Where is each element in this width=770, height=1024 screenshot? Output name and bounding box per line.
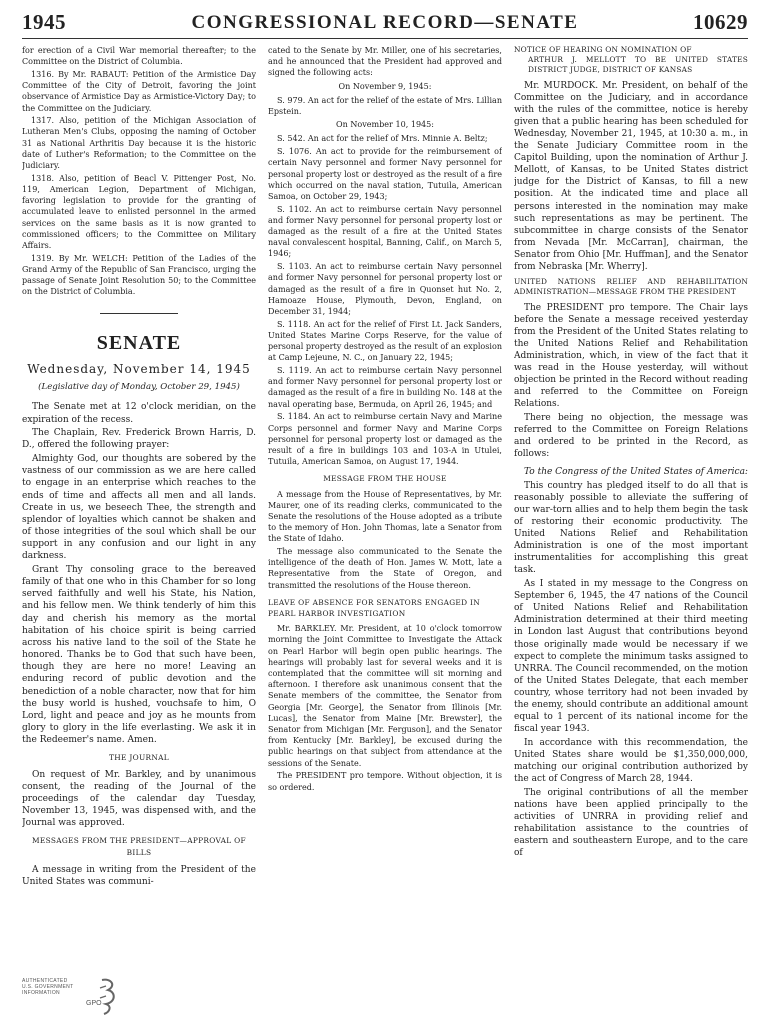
intro-paragraph: cated to the Senate by Mr. Miller, one of his secretaries, and he announced that the President had approved and signed the following acts:	[268, 46, 502, 78]
column-1	[22, 45, 256, 1005]
section-divider	[100, 313, 178, 314]
eagle-seal-icon	[98, 976, 120, 1016]
act-entry: S. 1119. An act to reimburse certain Navy personnel and former Navy personnel for personal property lost or damaged as the result of a fire in building No. 148 at the naval operating base, Bermuda, on April 26, 1945; and	[268, 365, 502, 409]
senate-heading: SENATE	[96, 332, 182, 355]
petition-paragraph: 1317. Also, petition of the Michigan Association of Lutheran Men's Clubs, opposing the naming of October 31 as National Arthritis Day because it is the historic date of Luther's Reformation; to the Committee on the Judiciary.	[22, 116, 256, 171]
house-paragraph: The message also communicated to the Senate the intelligence of the death of Hon. James W. Mott, late a Representative from the State of Oregon, and transmitted the resolutions of the House thereon.	[268, 547, 502, 590]
message-salutation: To the Congress of the United States of America:	[524, 467, 748, 478]
chair-paragraph: The PRESIDENT pro tempore. The Chair lays before the Senate a message received yesterday from the President of the United States relating to the United Nations Relief and Rehabilitation Administration, which, in view of the fact that it was read in the House yesterday, will without objection be printed in the Record without reading and referred to the Committee on Foreign Relations.	[514, 302, 748, 410]
message-paragraph: This country has pledged itself to do all that is reasonably possible to alleviate the suffering of our war-torn allies and to help them begin the task of restoring their economic productivity. The United Nations Relief and Rehabilitation Administration is one of the most important instrumentalities for accomplishing this great task.	[514, 480, 748, 576]
leave-heading: LEAVE OF ABSENCE FOR SENATORS ENGAGED IN PEARL HARBOR INVESTIGATION	[268, 597, 480, 619]
stamp-line: U.S. GOVERNMENT	[22, 984, 74, 991]
leave-paragraph: The PRESIDENT pro tempore. Without objection, it is so ordered.	[268, 771, 502, 792]
message-paragraph: In accordance with this recommendation, the United States share would be $1,350,000,000, matching our original contribution authorized by the act of Congress of March 28, 1944.	[514, 737, 748, 785]
year-label: 1945	[22, 10, 66, 34]
act-entry: S. 1076. An act to provide for the reimbursement of certain Navy personnel and former Navy personnel for personal property lost or destroyed as the result of a fire which occurred on the naval station, Tutuila, American Samoa, on October 29, 1943;	[268, 147, 502, 201]
column-3	[514, 45, 748, 1005]
stamp-line: AUTHENTICATED	[22, 978, 68, 984]
act-entry: S. 1102. An act to reimburse certain Navy personnel and former Navy personnel for personal property lost or damaged as the result of a fire at the United States naval convalescent hospital, Banning, Calif., on March 5, 1946;	[268, 204, 502, 259]
act-entry: S. 542. An act for the relief of Mrs. Minnie A. Beltz;	[277, 134, 488, 144]
petition-paragraph: 1318. Also, petition of Beacl V. Pittenger Post, No. 119, American Legion, Department of Michigan, favoring legislation to provide for the granting of accumulated leave to enlisted personnel in the armed services on the same basis as it is now granted to commissioned officers; to the Committee on Military Affairs.	[22, 173, 256, 250]
stamp-line: INFORMATION	[22, 990, 60, 997]
leave-paragraph: Mr. BARKLEY. Mr. President, at 10 o'clock tomorrow morning the Joint Committee to Investigate the Attack on Pearl Harbor will begin open public hearings. The hearings will probably last for several weeks and it is contemplated that the committee will sit morning and afternoon. I therefore ask unanimous consent that the Senate members of the committee, the Senator from Georgia [Mr. George], the Senator from Illinois [Mr. Lucas], the Senator from Maine [Mr. Brewster], the Senator from Michigan [Mr. Ferguson], and the Senator from Kentucky [Mr. Barkley], be excused during the public hearings on that subject from attendance at the sessions of the Senate.	[268, 624, 502, 768]
column-2	[268, 45, 502, 1005]
notice-heading: NOTICE OF HEARING ON NOMINATION OF	[514, 45, 692, 54]
messages-paragraph: A message in writing from the President of the United States was communi-	[22, 864, 256, 887]
approval-date: On November 10, 1945:	[335, 120, 435, 130]
unrra-heading: UNITED NATIONS RELIEF AND REHABILITATION ADMINISTRATION—MESSAGE FROM THE PRESIDENT	[514, 277, 748, 297]
act-entry: S. 1103. An act to reimburse certain Navy personnel and former Navy personnel for personal property lost or damaged as the result of a fire in Quonset hut No. 2, Hamoaze House, Plymouth, Devon, England, on December 31, 1944;	[268, 262, 502, 316]
gpo-authentication-stamp	[22, 974, 122, 1016]
messages-heading: MESSAGES FROM THE PRESIDENT—APPROVAL OF BILLS	[32, 836, 246, 858]
approval-date: On November 9, 1945:	[338, 81, 432, 91]
journal-paragraph: On request of Mr. Barkley, and by unanimous consent, the reading of the Journal of the proceedings of the calendar day Tuesday, November 13, 1945, was dispensed with, and the Journal was approved.	[22, 769, 256, 829]
petition-paragraph: 1319. By Mr. WELCH: Petition of the Ladies of the Grand Army of the Republic of San Francisco, urging the passage of Senate Joint Resolution 50; to the Committee on the District of Columbia.	[22, 253, 256, 297]
body-paragraph: The Chaplain, Rev. Frederick Brown Harris, D. D., offered the following prayer:	[22, 428, 256, 451]
act-entry: S. 1184. An act to reimburse certain Navy and Marine Corps personnel and former Navy and Marine Corps personnel for personal property lost or damaged as the result of a fire in buildings 103 and 103-A in Utulei, Tutuila, American Samoa, on August 17, 1944.	[268, 412, 502, 467]
legislative-day: (Legislative day of Monday, October 29, 1945)	[38, 382, 240, 393]
page-header	[22, 8, 748, 39]
house-paragraph: A message from the House of Representatives, by Mr. Maurer, one of its reading clerks, communicated to the Senate the resolutions of the House adopted as a tribute to the memory of Hon. John Thomas, late a Senator from the State of Idaho.	[268, 489, 502, 544]
house-message-heading: MESSAGE FROM THE HOUSE	[323, 474, 447, 484]
murdock-paragraph: Mr. MURDOCK. Mr. President, on behalf of the Committee on the Judiciary, and in accordance with the rules of the committee, notice is hereby given that a public hearing has been scheduled for Wednesday, November 21, 1945, at 10:30 a. m., in the Senate Judiciary Committee room in the Capitol Building, upon the nomination of Arthur J. Mellott, of Kansas, to be United States district judge for the District of Kansas, to fill a new position. At the indicated time and place all persons interested in the nomination may make such representations as may be pertinent. The subcommittee in charge consists of the Senator from Nevada [Mr. McCarran], chairman, the Senator from Ohio [Mr. Huffman], and the Senator from Nebraska [Mr. Wherry].	[514, 80, 748, 273]
session-date: Wednesday, November 14, 1945	[27, 362, 251, 377]
message-paragraph: The original contributions of all the member nations have been applied principally to the activities of UNRRA in providing relief and rehabilitation assistance to the countries of eastern and southeastern Europe, and to the care of	[514, 787, 748, 859]
record-title: CONGRESSIONAL RECORD—SENATE	[191, 12, 579, 33]
body-paragraph: The Senate met at 12 o'clock meridian, on the expiration of the recess.	[22, 402, 256, 425]
journal-heading: THE JOURNAL	[109, 753, 169, 763]
act-entry: S. 1118. An act for the relief of First Lt. Jack Sanders, United States Marine Corps Reserve, for the value of personal property destroyed as the result of an explosion at Camp Lejeune, N. C., on January 22, 1945;	[268, 319, 502, 363]
act-entry: S. 979. An act for the relief of the estate of Mrs. Lillian Epstein.	[268, 95, 502, 117]
columns	[22, 45, 748, 1005]
notice-heading-sub: ARTHUR J. MELLOTT TO BE UNITED STATES DISTRICT JUDGE, DISTRICT OF KANSAS	[528, 55, 748, 75]
petition-paragraph: 1316. By Mr. RABAUT: Petition of the Armistice Day Committee of the City of Detroit, favoring the joint observance of Armistice Day as Armistice-Victory Day; to the Committee on the Judiciary.	[22, 69, 256, 113]
opening-proceedings	[22, 401, 256, 887]
prayer-paragraph: Grant Thy consoling grace to the bereaved family of that one who in this Chamber for so long served faithfully and well his State, his Nation, and his fellow men. We think tenderly of him this day and cherish his memory as the mortal habitation of his choice spirit is being carried across his native land to the soil of the State he honored. Thanks be to God that such have been, though they are here no more! Leaving an enduring record of public devotion and the benediction of a noble character, now that for him the busy world is hushed, vouchsafe to him, O Lord, light and peace and joy as he mounts from glory to glory in the life everlasting. We ask it in the Redeemer's name. Amen.	[22, 565, 256, 746]
petition-paragraph: for erection of a Civil War memorial thereafter; to the Committee on the District of Columbia.	[22, 46, 256, 67]
referral-paragraph: There being no objection, the message was referred to the Committee on Foreign Relations and ordered to be printed in the Record, as follows:	[514, 412, 748, 460]
prayer-paragraph: Almighty God, our thoughts are sobered by the vastness of our commission as we are here called to engage in an enterprise which reaches to the ends of time and affects all men and all lands. Create in us, we beseech Thee, the strength and splendor of loyalties which cannot be shaken and of those integrities of the soul which shall be our support in any confusion and our light in any darkness.	[22, 454, 256, 562]
authentication-text	[22, 978, 73, 997]
message-paragraph: As I stated in my message to the Congress on September 6, 1945, the 47 nations of the Council of United Nations Relief and Rehabilitation Administration determined at their third meeting in London last August that contributions beyond those originally made would be necessary if we expect to complete the minimum tasks assigned to UNRRA. The Council recommended, on the motion of the United States Delegate, that each member country, whose territory had not been invaded by the enemy, should contribute an additional amount equal to 1 percent of its national income for the fiscal year 1943.	[514, 579, 748, 735]
gpo-label: GPO	[86, 1000, 102, 1007]
page-number: 10629	[693, 10, 748, 34]
